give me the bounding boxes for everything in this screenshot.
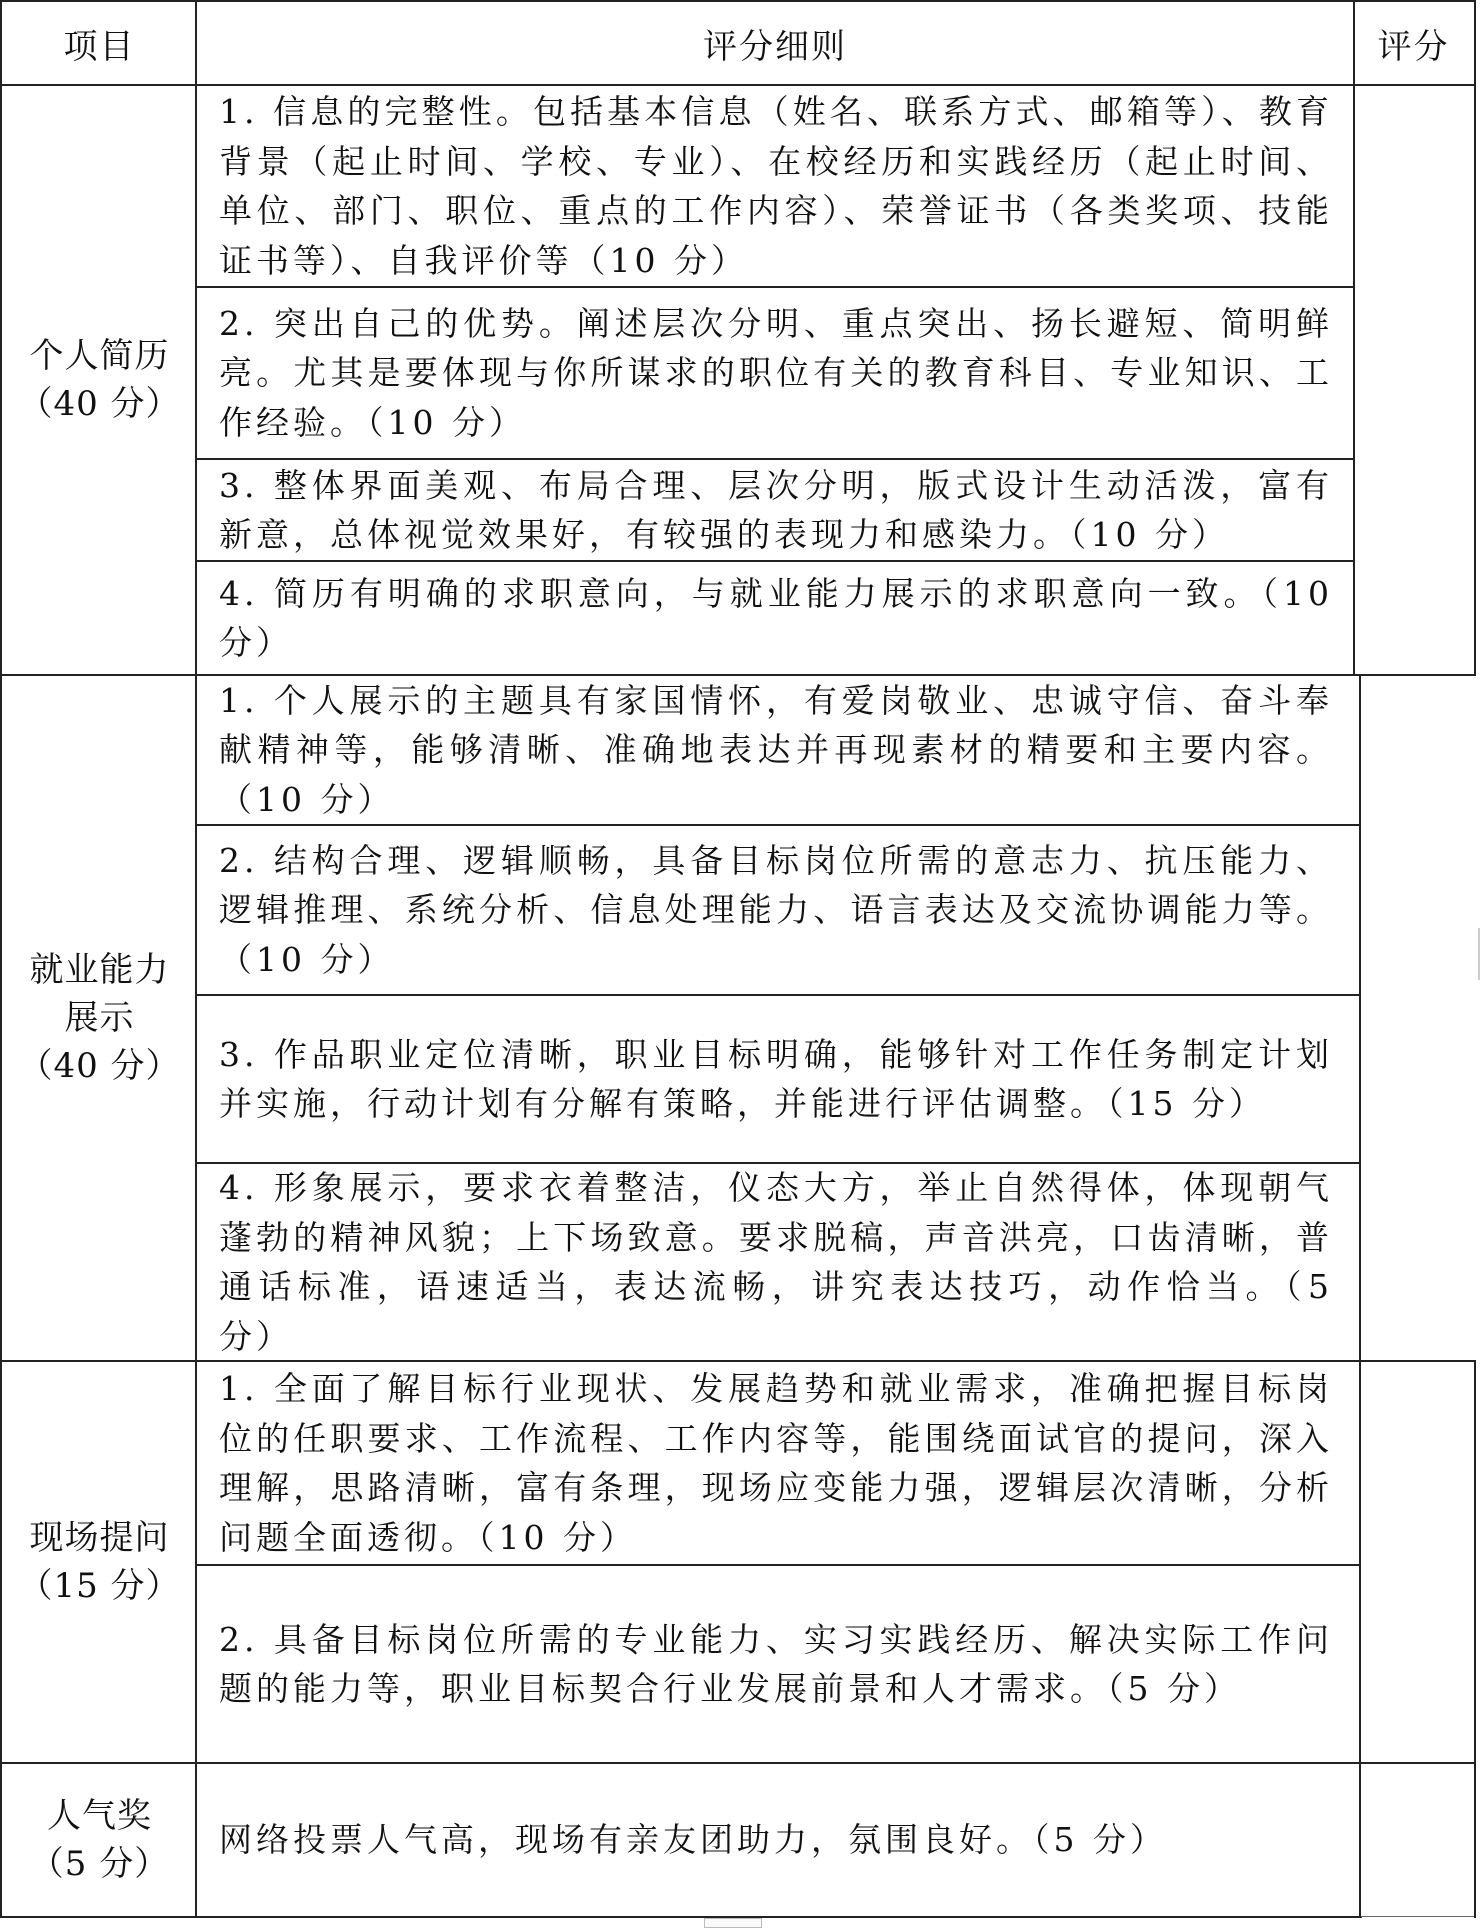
section-employability-title	[2, 676, 197, 1360]
employability-divider-1	[195, 824, 1361, 826]
section-divider-3	[0, 1762, 1476, 1764]
section-divider-2	[0, 1360, 1476, 1362]
section-qa-title	[2, 1362, 197, 1762]
employability-item-4: 4. 形象展示，要求衣着整洁，仪态大方，举止自然得体，体现朝气蓬勃的精神风貌；上下场致意。要求脱稿，声音洪亮，口齿清晰，普通话标准，语速适当，表达流畅，讲究表达技巧，动作恰当。（5 分）	[219, 1168, 1333, 1356]
resume-divider-3	[195, 560, 1355, 562]
employability-divider-2	[195, 994, 1361, 996]
section-resume-title	[2, 86, 197, 674]
section-popularity-name: 人气奖	[47, 1796, 152, 1836]
table-border-left	[0, 0, 2, 1918]
table-border-top	[0, 0, 1476, 2]
section-qa-points: （15 分）	[18, 1566, 181, 1606]
resume-score-cell[interactable]	[1357, 86, 1474, 674]
resume-divider-1	[195, 286, 1355, 288]
section-employability-name-line2: 展示	[64, 998, 135, 1038]
section-divider-1	[0, 674, 1476, 676]
score-column-divider-upper	[1353, 0, 1355, 676]
table-border-right-upper	[1474, 0, 1476, 676]
header-criteria: 评分细则	[703, 26, 847, 67]
table-border-bottom	[0, 1916, 1362, 1918]
resume-item-2: 2. 突出自己的优势。阐述层次分明、重点突出、扬长避短、简明鲜亮。尤其是要体现与你所谋求的职位有关的教育科目、专业知识、工作经验。（10 分）	[219, 303, 1333, 442]
qa-item-2: 2. 具备目标岗位所需的专业能力、实习实践经历、解决实际工作问题的能力等，职业目标契合行业发展前景和人才需求。（5 分）	[219, 1619, 1333, 1708]
page-edge-tick-right	[1478, 928, 1480, 980]
employability-divider-3	[195, 1162, 1361, 1164]
employability-item-2: 2. 结构合理、逻辑顺畅，具备目标岗位所需的意志力、抗压能力、逻辑推理、系统分析、信息处理能力、语言表达及交流协调能力等。（10 分）	[219, 840, 1333, 979]
page-edge-stub-bottom	[704, 1918, 762, 1928]
section-resume-points: （40 分）	[18, 384, 181, 424]
resume-item-3: 3. 整体界面美观、布局合理、层次分明，版式设计生动活泼，富有新意，总体视觉效果好，有较强的表现力和感染力。（10 分）	[219, 465, 1333, 554]
qa-divider-1	[195, 1564, 1361, 1566]
employability-item-1: 1. 个人展示的主题具有家国情怀，有爱岗敬业、忠诚守信、奋斗奉献精神等，能够清晰、准确地表达并再现素材的精要和主要内容。（10 分）	[219, 680, 1333, 819]
section-employability-points: （40 分）	[18, 1046, 181, 1086]
qa-item-1: 1. 全面了解目标行业现状、发展趋势和就业需求，准确把握目标岗位的任职要求、工作流程、工作内容等，能围绕面试官的提问，深入理解，思路清晰，富有条理，现场应变能力强，逻辑层次清晰，分析问题全面透彻。（10 分）	[219, 1369, 1333, 1557]
resume-item-1: 1. 信息的完整性。包括基本信息（姓名、联系方式、邮箱等）、教育背景（起止时间、学校、专业）、在校经历和实践经历（起止时间、单位、部门、职位、重点的工作内容）、荣誉证书（各类奖项、技能证书等）、自我评价等（10 分）	[219, 92, 1333, 280]
section-employability-name-line1: 就业能力	[29, 950, 170, 990]
popularity-item-1: 网络投票人气高，现场有亲友团助力，氛围良好。（5 分）	[219, 1820, 1167, 1860]
header-divider	[0, 84, 1476, 86]
table-border-bottom-right	[1359, 1916, 1476, 1917]
section-popularity-title	[2, 1764, 197, 1916]
score-column-divider-lower	[1359, 676, 1361, 1918]
header-project: 项目	[63, 26, 136, 67]
section-qa-name: 现场提问	[29, 1518, 170, 1558]
popularity-score-cell[interactable]	[1361, 1764, 1474, 1916]
section-popularity-points: （5 分）	[29, 1844, 170, 1884]
resume-divider-2	[195, 458, 1355, 460]
employability-item-3: 3. 作品职业定位清晰，职业目标明确，能够针对工作任务制定计划并实施，行动计划有分解有策略，并能进行评估调整。（15 分）	[219, 1034, 1333, 1123]
table-border-right-lower	[1474, 1362, 1476, 1918]
qa-score-cell[interactable]	[1361, 1362, 1474, 1762]
resume-item-4: 4. 简历有明确的求职意向，与就业能力展示的求职意向一致。（10 分）	[219, 573, 1333, 662]
section-resume-name: 个人简历	[29, 336, 170, 376]
header-score: 评分	[1377, 26, 1450, 67]
